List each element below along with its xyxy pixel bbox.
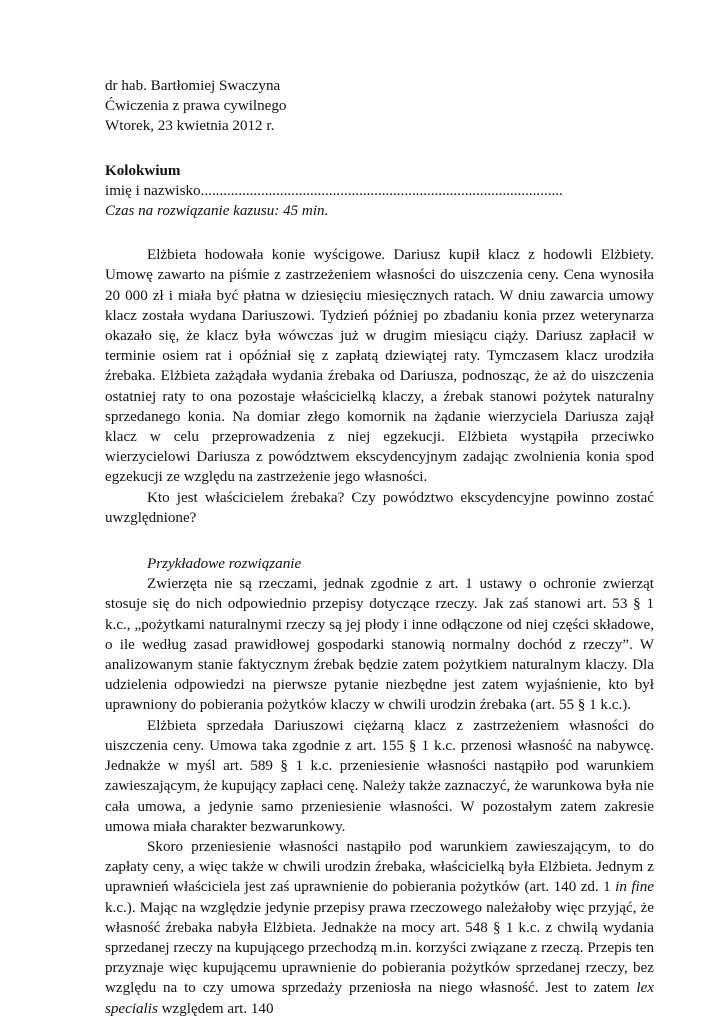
solution-heading: Przykładowe rozwiązanie (147, 556, 302, 573)
solution-paragraph-1: Zwierzęta nie są rzeczami, jednak zgodnie z art. 1 ustawy o ochronie zwierząt stosuje się do nich odpowiednio przepisy dotyczące rzeczy. Jak zaś stanowi art. 53 § 1 k.c., „pożytkami naturalnymi rzeczy są jej płody i inne odłączone od niej części składowe, o ile według zasad prawidłowej gospodarki stanowią normalny dochód z rzeczy”. W analizowanym stanie faktycznym źrebak będzie zatem pożytkiem naturalnym klaczy. Dla udzielenia odpowiedzi na pierwsze pytanie niezbędne jest zatem wyjaśnienie, kto był uprawniony do pobierania pożytków klaczy w chwili urodzin źrebaka (art. 55 § 1 k.c.). (105, 576, 654, 714)
p3-text-c: względem art. 140 (157, 1000, 274, 1017)
p3-text-a: Skoro przeniesienie własności nastąpiło pod warunkiem zawieszającym, to do zapłaty ceny, a więc także w chwili urodzin źrebaka, właścicielką była Elżbieta. Jednym z uprawnień właściciela jest zaś uprawnienie do pobierania pożytków (art. 140 zd. 1 (105, 838, 654, 896)
document-page (105, 76, 654, 1019)
exam-title: Kolokwium (105, 162, 181, 179)
date-line: Wtorek, 23 kwietnia 2012 r. (105, 118, 275, 135)
name-label: imię i nazwisko (105, 182, 201, 199)
p3-lex-specialis: lex specialis (105, 980, 654, 1017)
p3-text-b: k.c.). Mając na względzie jedynie przepisy prawa rzeczowego należałoby więc przyjąć, że własność źrebaka nabyła Elżbieta. Jednakże na mocy art. 548 § 1 k.c. z chwilą wydania sprzedanej rzeczy na kupującego przechodzą m.in. korzyści związane z rzeczą. Przepis ten przyznaje więc kupującemu uprawnienie do pobierania pożytków sprzedanej rzeczy, bez względu na to czy umowa sprzedaży przeniosła na niego własność. Jest to zatem (105, 899, 654, 997)
solution-paragraph-3 (105, 837, 654, 1019)
author-line: dr hab. Bartłomiej Swaczyna (105, 78, 281, 94)
course-line: Ćwiczenia z prawa cywilnego (105, 98, 287, 115)
name-field-line (105, 181, 654, 201)
time-note: Czas na rozwiązanie kazusu: 45 min. (105, 203, 329, 220)
p3-in-fine: in fine (615, 879, 654, 896)
case-text: Elżbieta hodowała konie wyścigowe. Dariusz kupił klacz z hodowli Elżbiety. Umowę zawarto na piśmie z zastrzeżeniem własności do uiszczenia ceny. Cena wynosiła 20 000 zł i miała być płatna w dziesięciu miesięcznych ratach. W dniu zawarcia umowy klacz została wydana Dariuszowi. Tydzień później po zbadaniu konia przez weterynarza okazało się, że klacz była wówczas już w drugim miesiącu ciąży. Dariusz zapłacił w terminie osiem rat i opóźniał się z zapłatą dziewiątej raty. Tymczasem klacz urodziła źrebaka. Elżbieta zażądała wydania źrebaka od Dariusza, podnosząc, że aż do uiszczenia ostatniej raty to ona pozostaje właścicielką klaczy, a źrebak stanowi pożytek naturalny sprzedanego konia. Na domiar złego komornik na żądanie wierzyciela Dariusza zajął klacz w celu przeprowadzenia z niej egzekucji. Elżbieta wystąpiła przeciwko wierzycielowi Dariusza z powództwem ekscydencyjnym zadając zwolnienia konia spod egzekucji ze względu na zastrzeżenie jego własności. (105, 247, 654, 486)
solution-paragraph-2: Elżbieta sprzedała Dariuszowi ciężarną klacz z zastrzeżeniem własności do uiszczenia ceny. Umowa taka zgodnie z art. 155 § 1 k.c. przenosi własność na nabywcę. Jednakże w myśl art. 589 § 1 k.c. przeniesienie własności nastąpiło pod warunkiem zawieszającym, że kupujący zapłaci cenę. Należy także zaznaczyć, że warunkowa była nie cała umowa, a jedynie samo przeniesienie własności. W pozostałym zatem zakresie umowa miała charakter bezwarunkowy. (105, 717, 654, 835)
case-question: Kto jest właścicielem źrebaka? Czy powództwo ekscydencyjne powinno zostać uwzględnione? (105, 489, 654, 526)
name-dots: ................................................................................................ (200, 182, 563, 199)
